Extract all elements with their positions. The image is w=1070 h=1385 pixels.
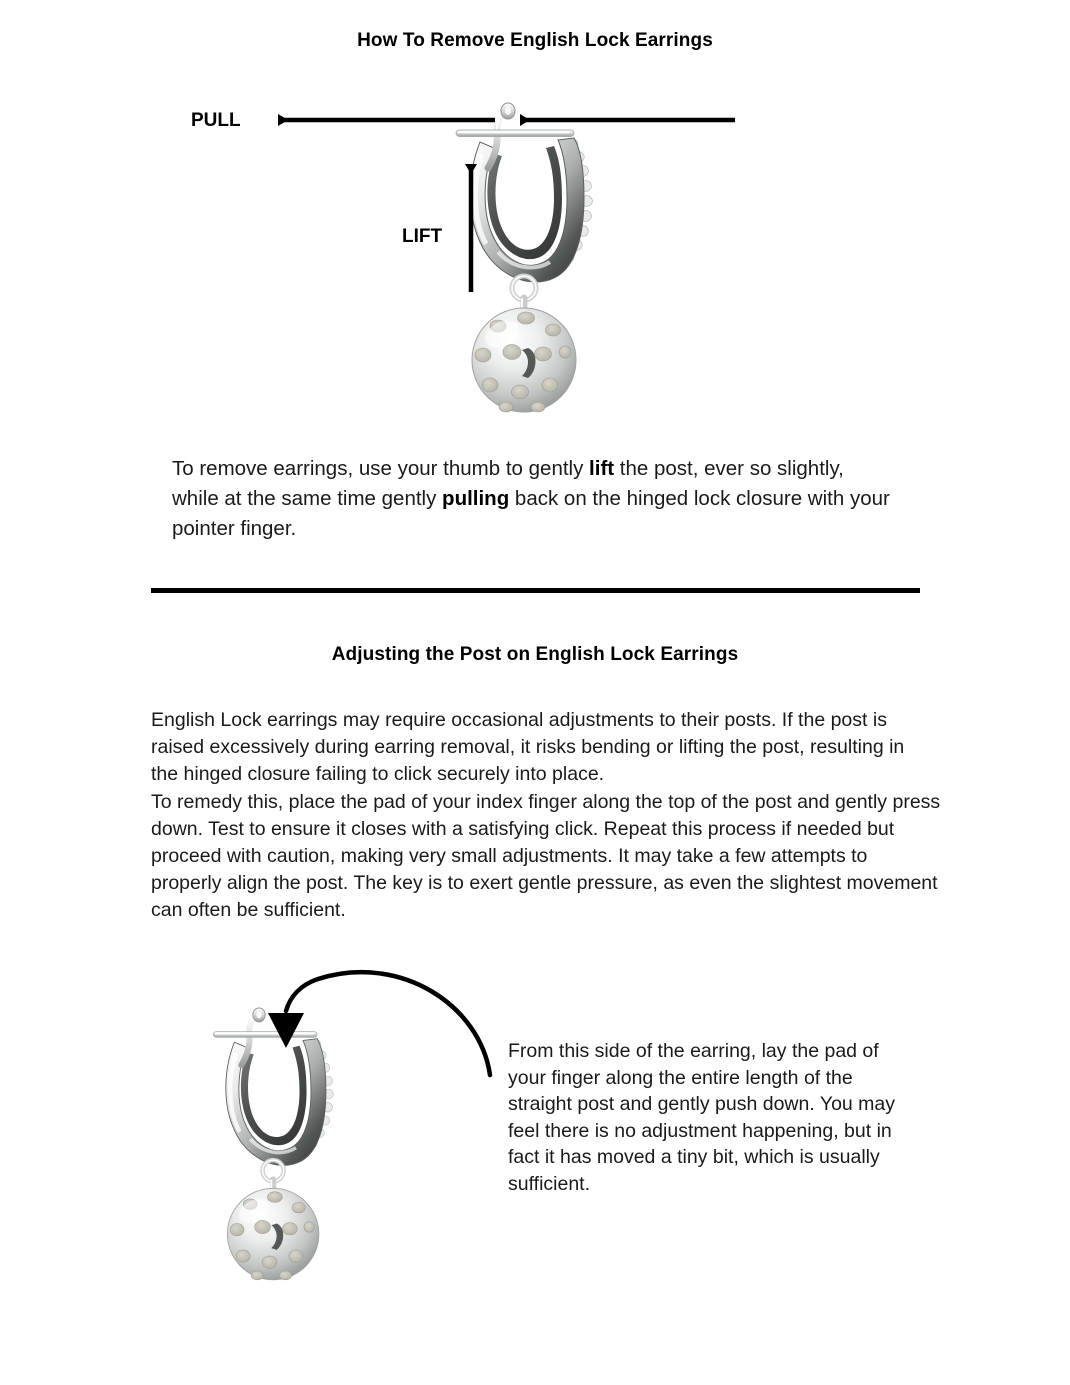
adjust-side-caption: From this side of the earring, lay the pad of your finger along the entire length of the straight post and gently push down. You may feel there is no adjustment happening, but in fact it has moved a tiny bit, which is usually sufficient.: [508, 1040, 896, 1195]
remove-text-middle: the post, ever so slightly, while at the same time gently: [172, 457, 844, 510]
pull-label: PULL: [191, 110, 241, 131]
remove-text-bold-pulling: pulling: [442, 487, 510, 510]
page-title: How To Remove English Lock Earrings: [357, 30, 713, 51]
section-divider: [151, 588, 920, 593]
remove-text-suffix: back on the hinged lock closure with your pointer finger.: [172, 487, 890, 540]
adjust-paragraph-1: English Lock earrings may require occasional adjustments to their posts. If the post is raised excessively during earring removal, it risks bending or lifting the post, resulting in the hinged closure failing to click securely into place.: [151, 709, 905, 785]
remove-text-prefix: To remove earrings, use your thumb to gently: [172, 457, 590, 480]
english-lock-earring-removal-diagram: [255, 92, 755, 432]
lift-label: LIFT: [402, 226, 443, 247]
english-lock-earring-post-adjust-diagram: [190, 945, 520, 1335]
adjust-paragraph-2: To remedy this, place the pad of your index finger along the top of the post and gently press down. Test to ensure it closes with a satisfying click. Repeat this process if needed but proceed with caution, making very small adjustments. It may take a few attempts to properly align the post. The key is to exert gentle pressure, as even the slightest movement can often be sufficient.: [151, 791, 941, 921]
remove-instructions-paragraph: [172, 454, 892, 544]
section-title-adjusting: Adjusting the Post on English Lock Earrings: [331, 644, 739, 665]
remove-text-bold-lift: lift: [589, 457, 615, 480]
